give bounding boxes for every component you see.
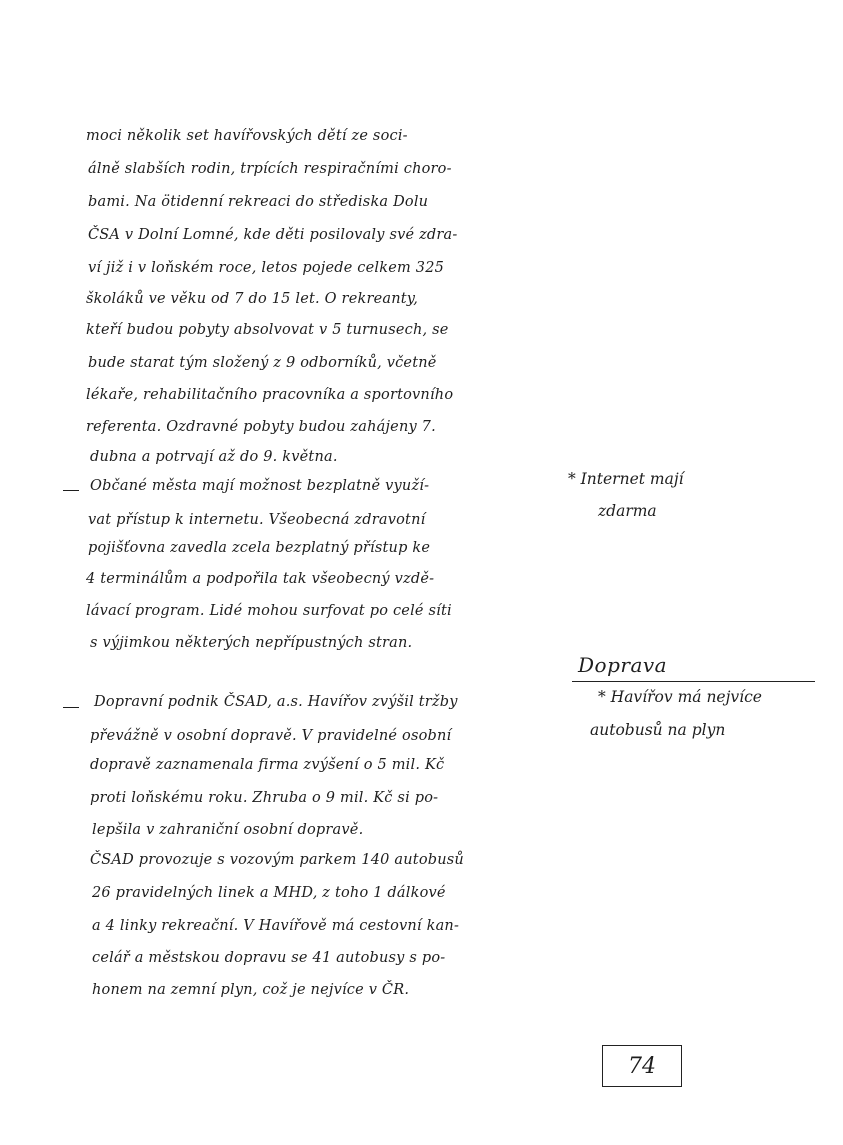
text-line: álně slabších rodin, trpících respiračními choro- xyxy=(88,161,452,177)
margin-note: zdarma xyxy=(598,502,657,520)
text-line: školáků ve věku od 7 do 15 let. O rekreanty, xyxy=(86,291,419,307)
text-line: dubna a potrvají až do 9. května. xyxy=(90,449,338,465)
text-line: lávací program. Lidé mohou surfovat po celé síti xyxy=(86,603,452,619)
text-line: 4 terminálům a podpořila tak všeobecný vzdě- xyxy=(86,571,435,587)
page-number: 74 xyxy=(628,1053,656,1079)
text-line: kteří budou pobyty absolvovat v 5 turnusech, se xyxy=(86,322,449,338)
text-line: moci několik set havířovských dětí ze soci- xyxy=(86,128,408,144)
text-line: vat přístup k internetu. Všeobecná zdravotní xyxy=(88,512,426,528)
page-number-box xyxy=(602,1045,682,1087)
text-line: dopravě zaznamenala firma zvýšení o 5 mil. Kč xyxy=(90,757,445,773)
text-line: a 4 linky rekreační. V Havířově má cestovní kan- xyxy=(92,918,460,934)
text-line: lékaře, rehabilitačního pracovníka a sportovního xyxy=(86,387,454,403)
bullet-dash xyxy=(63,707,79,708)
section-heading: Doprava xyxy=(578,653,668,677)
heading-underline xyxy=(572,681,815,682)
text-line: lepšila v zahraniční osobní dopravě. xyxy=(92,822,364,838)
text-line: bude starat tým složený z 9 odborníků, včetně xyxy=(88,355,437,371)
text-line: Občané města mají možnost bezplatně využí- xyxy=(90,478,430,494)
text-line: pojišťovna zavedla zcela bezplatný přístup ke xyxy=(88,540,431,556)
bullet-dash xyxy=(63,490,79,491)
text-line: ČSAD provozuje s vozovým parkem 140 autobusů xyxy=(90,852,464,868)
text-line: ČSA v Dolní Lomné, kde děti posilovaly své zdra- xyxy=(88,227,458,243)
text-line: ví již i v loňském roce, letos pojede celkem 325 xyxy=(88,260,445,276)
text-line: s výjimkou některých nepřípustných stran. xyxy=(90,635,413,651)
margin-note: * Internet mají xyxy=(568,470,684,488)
text-line: referenta. Ozdravné pobyty budou zahájeny 7. xyxy=(86,419,436,435)
text-line: proti loňskému roku. Zhruba o 9 mil. Kč si po- xyxy=(90,790,439,806)
text-line: celář a městskou dopravu se 41 autobusy s po- xyxy=(92,950,446,966)
text-line: převážně v osobní dopravě. V pravidelné osobní xyxy=(90,728,452,744)
text-line: honem na zemní plyn, což je nejvíce v ČR. xyxy=(92,982,410,998)
text-line: 26 pravidelných linek a MHD, z toho 1 dálkové xyxy=(92,885,446,901)
margin-note: * Havířov má nejvíce xyxy=(598,688,762,706)
margin-note: autobusů na plyn xyxy=(590,721,726,739)
text-line: Dopravní podnik ČSAD, a.s. Havířov zvýšil tržby xyxy=(94,694,458,710)
text-line: bami. Na ötidenní rekreaci do střediska Dolu xyxy=(88,194,429,210)
